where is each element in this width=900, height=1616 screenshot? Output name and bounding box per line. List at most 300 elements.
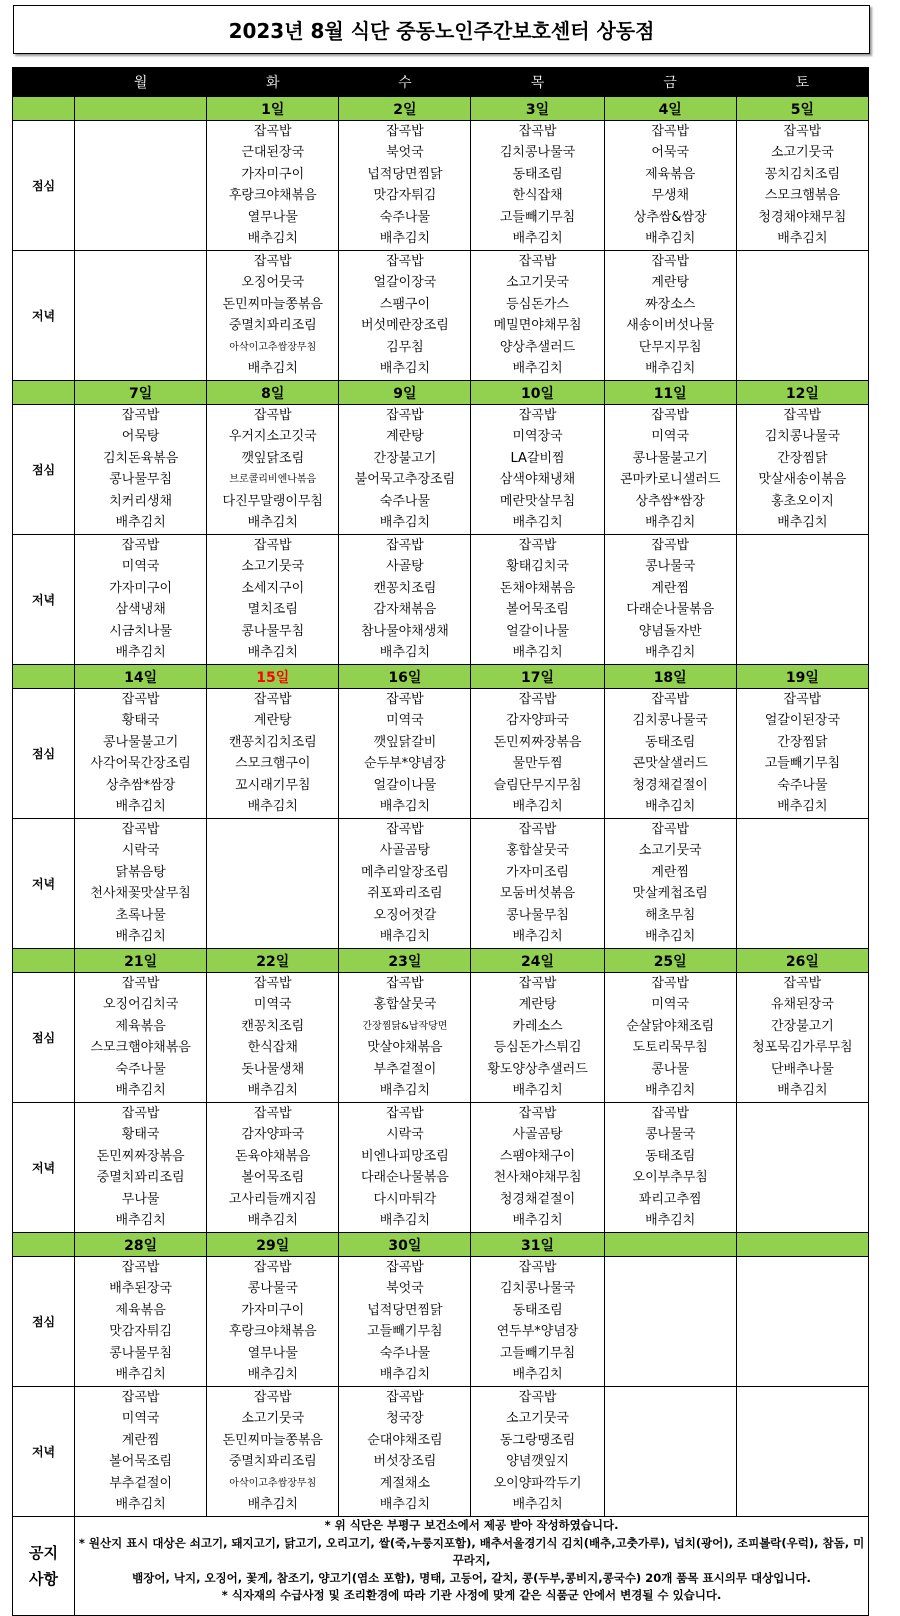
menu-item: 미역국	[386, 713, 424, 729]
header-day-thu: 목	[471, 68, 604, 97]
date-cell-mon: 7일	[75, 381, 207, 405]
menu-item: 아삭이고추쌈장무침	[229, 1477, 317, 1489]
menu-item: 맛살케첩조림	[632, 886, 708, 902]
lunch-label: 점심	[13, 689, 75, 819]
menu-item: 꽈리고추찜	[638, 1191, 702, 1207]
menu-item: 단무지무침	[638, 339, 702, 355]
menu-item: 잡곡밥	[253, 692, 292, 707]
menu-item: 도토리묵무침	[632, 1040, 708, 1056]
menu-item: 미역국	[651, 997, 690, 1013]
menu-item: 숙주나물	[777, 777, 828, 793]
menu-item: 잡곡밥	[386, 408, 424, 423]
dinner-menu-cell	[604, 1387, 736, 1517]
dinner-menu-cell	[207, 535, 339, 665]
lunch-label: 점심	[13, 1257, 75, 1387]
menu-item: 잡곡밥	[121, 692, 160, 707]
menu-item: 배추김치	[512, 1366, 563, 1382]
menu-item: 배추김치	[512, 798, 563, 814]
lunch-menu-cell	[604, 973, 736, 1103]
menu-item: 잡곡밥	[783, 124, 822, 139]
menu-item: 배추김치	[645, 1082, 696, 1098]
menu-item: 등심돈가스튀김	[493, 1040, 582, 1056]
lunch-menu-cell	[207, 405, 339, 535]
menu-item: 열무나물	[247, 1345, 298, 1361]
menu-item: 고사리들깨지짐	[228, 1191, 317, 1207]
menu-item: 배추김치	[247, 1212, 298, 1228]
dinner-menu-cell	[75, 1103, 207, 1233]
lunch-menu-cell	[736, 689, 868, 819]
menu-item: 콩나물무침	[109, 472, 173, 488]
menu-item: 가자미구이	[241, 166, 305, 182]
menu-item: 한식잡채	[512, 188, 563, 204]
menu-item: 북엇국	[386, 1281, 424, 1297]
menu-item: 잡곡밥	[518, 1390, 557, 1405]
menu-item: 배추김치	[777, 230, 828, 246]
menu-item: 청포묵김가루무침	[752, 1040, 853, 1056]
menu-item: 간장불고기	[373, 450, 437, 466]
menu-item: 계란탕	[253, 713, 292, 729]
dinner-label: 저녁	[13, 819, 75, 949]
menu-item: 배추김치	[247, 1082, 298, 1098]
menu-item: 홍합살뭇국	[373, 997, 437, 1013]
menu-item: 꽁치김치조림	[764, 166, 841, 182]
date-cell-tue: 1일	[207, 97, 339, 121]
menu-item: 숙주나물	[379, 209, 431, 225]
menu-item: 배추김치	[379, 1212, 431, 1228]
menu-item: 콩나물국	[247, 1281, 298, 1297]
menu-item: 잡곡밥	[386, 822, 424, 837]
menu-item: 잡곡밥	[783, 692, 822, 707]
menu-item: 잡곡밥	[121, 822, 160, 837]
menu-item: 얼갈이장국	[373, 275, 437, 291]
notice-line: * 식자재의 수급사정 및 조리환경에 따라 기관 사정에 맞게 같은 식품군 안에서 변경될 수 있습니다.	[221, 1588, 722, 1602]
menu-item: 잡곡밥	[518, 1260, 557, 1275]
lunch-row	[13, 973, 869, 1103]
menu-item: 배추김치	[379, 230, 431, 246]
menu-item: 잡곡밥	[121, 976, 160, 991]
date-row	[13, 665, 869, 689]
menu-item: 황태국	[121, 713, 160, 729]
menu-table	[12, 67, 869, 1616]
menu-item: 등심돈가스	[506, 296, 569, 312]
menu-item: 김치콩나물국	[499, 145, 576, 161]
date-cell-wed: 30일	[339, 1233, 471, 1257]
menu-item: 부추겉절이	[373, 1061, 437, 1077]
menu-item: 간장찜닭	[777, 734, 828, 750]
date-cell-thu: 10일	[471, 381, 604, 405]
menu-item: 미역국	[253, 997, 292, 1013]
menu-item: 청경채야채무침	[758, 209, 847, 225]
dinner-label: 저녁	[13, 535, 75, 665]
dinner-menu-cell	[75, 535, 207, 665]
dinner-menu-cell	[736, 535, 868, 665]
menu-item: 가자미조림	[506, 864, 569, 880]
menu-item: 청국장	[386, 1411, 424, 1427]
menu-item: 배추김치	[247, 514, 298, 530]
menu-item: 홍합살뭇국	[506, 843, 569, 859]
menu-item: 배추김치	[115, 644, 166, 660]
menu-item: 배추김치	[645, 360, 696, 376]
menu-item: 가자미구이	[241, 1302, 305, 1318]
lunch-row	[13, 121, 869, 251]
menu-item: 중멸치꽈리조림	[96, 1170, 185, 1186]
menu-item: 쥐포꽈리조림	[367, 886, 443, 902]
menu-item: 깻잎닭갈비	[373, 734, 437, 750]
menu-item: 계란찜	[121, 1432, 160, 1448]
menu-item: 잡곡밥	[518, 692, 557, 707]
menu-item: 잡곡밥	[518, 976, 557, 991]
menu-item: 감자양파국	[506, 713, 569, 729]
menu-item: 잡곡밥	[253, 254, 292, 269]
menu-item: 잡곡밥	[386, 976, 424, 991]
lunch-row	[13, 689, 869, 819]
menu-item: 고들빼기무침	[499, 209, 576, 225]
menu-item: 맛감자튀김	[373, 188, 437, 204]
menu-item: 배추김치	[645, 1212, 696, 1228]
menu-item: 황도양상추샐러드	[487, 1061, 588, 1077]
menu-item: 배추김치	[247, 644, 298, 660]
date-cell-wed: 2일	[339, 97, 471, 121]
menu-item: 동태조림	[512, 1302, 563, 1318]
lunch-menu-cell	[604, 121, 736, 251]
menu-item: 미역국	[121, 1411, 160, 1427]
dinner-menu-cell	[604, 535, 736, 665]
lunch-menu-cell	[471, 689, 604, 819]
menu-item: 사골탕	[386, 559, 424, 575]
menu-item: 배추김치	[512, 230, 563, 246]
menu-item: 잡곡밥	[253, 1390, 292, 1405]
menu-item: 중멸치꽈리조림	[228, 318, 317, 334]
dinner-menu-cell	[471, 535, 604, 665]
menu-item: 콩나물불고기	[632, 450, 708, 466]
menu-item: 잡곡밥	[518, 1106, 557, 1121]
dinner-row	[13, 535, 869, 665]
menu-item: 콩나물무침	[241, 623, 305, 639]
menu-item: 제육볶음	[645, 166, 696, 182]
menu-item: 열무나물	[247, 209, 298, 225]
menu-item: 간장찜닭	[777, 450, 828, 466]
menu-item: 볼어묵조림	[241, 1170, 305, 1186]
date-row-corner	[13, 1233, 75, 1257]
menu-item: 물만두찜	[512, 756, 563, 772]
header-day-sat: 토	[736, 68, 868, 97]
menu-item: 배추된장국	[109, 1281, 173, 1297]
header-corner	[13, 68, 75, 97]
date-cell-fri: 4일	[604, 97, 736, 121]
date-cell-wed: 9일	[339, 381, 471, 405]
menu-item: 돈민찌짜장볶음	[96, 1148, 185, 1164]
dinner-menu-cell	[207, 1387, 339, 1517]
menu-item: 배추김치	[115, 514, 166, 530]
menu-item: 배추김치	[645, 514, 696, 530]
dinner-menu-cell	[471, 251, 604, 381]
menu-item: 배추김치	[645, 230, 696, 246]
menu-item: 잡곡밥	[121, 1390, 160, 1405]
menu-item: 후랑크야채볶음	[228, 188, 317, 204]
menu-item: 새송이버섯나물	[626, 318, 715, 334]
lunch-menu-cell	[207, 1257, 339, 1387]
menu-item: 계란찜	[651, 580, 690, 596]
lunch-menu-cell	[736, 973, 868, 1103]
menu-item: 다래순나물볶음	[626, 602, 715, 618]
lunch-menu-cell	[471, 121, 604, 251]
menu-item: 부추겉절이	[109, 1475, 173, 1491]
dinner-menu-cell	[207, 819, 339, 949]
menu-item: 잡곡밥	[386, 692, 424, 707]
menu-item: 소고기뭇국	[241, 1411, 305, 1427]
lunch-menu-cell	[736, 121, 868, 251]
menu-item: 유채된장국	[770, 997, 834, 1013]
menu-item: 소고기뭇국	[506, 275, 569, 291]
date-cell-thu: 24일	[471, 949, 604, 973]
menu-item: 오징어김치국	[102, 997, 179, 1013]
menu-item: 잡곡밥	[783, 408, 822, 423]
menu-item: 어묵국	[651, 145, 690, 161]
lunch-menu-cell	[207, 689, 339, 819]
menu-item: 캔꽁치김치조림	[228, 734, 317, 750]
title-text: 2023년 8월 식단 중동노인주간보호센터 상동점	[228, 19, 655, 43]
lunch-menu-cell	[736, 1257, 868, 1387]
menu-item: 배추김치	[379, 928, 431, 944]
menu-item: 동태조림	[645, 1148, 696, 1164]
menu-item: 배추김치	[645, 928, 696, 944]
dinner-menu-cell	[75, 251, 207, 381]
dinner-menu-cell	[75, 819, 207, 949]
menu-item: 잡곡밥	[386, 538, 424, 553]
menu-item: 깻잎닭조림	[241, 450, 305, 466]
date-cell-mon	[75, 97, 207, 121]
dinner-row	[13, 251, 869, 381]
menu-item: 배추김치	[379, 1082, 431, 1098]
dinner-menu-cell	[75, 1387, 207, 1517]
menu-item: 고들빼기무침	[367, 1324, 443, 1340]
dinner-menu-cell	[736, 251, 868, 381]
date-cell-tue: 8일	[207, 381, 339, 405]
date-cell-mon: 28일	[75, 1233, 207, 1257]
lunch-menu-cell	[75, 973, 207, 1103]
date-cell-thu: 3일	[471, 97, 604, 121]
menu-item: 계란탕	[651, 275, 690, 291]
menu-item: 숙주나물	[379, 493, 431, 509]
menu-item: 미역국	[651, 429, 690, 445]
date-row	[13, 381, 869, 405]
menu-item: 오징어젓갈	[373, 907, 437, 923]
menu-item: 배추김치	[247, 1366, 298, 1382]
dinner-label: 저녁	[13, 251, 75, 381]
menu-item: 잡곡밥	[651, 538, 690, 553]
date-row-corner	[13, 949, 75, 973]
menu-item: 잡곡밥	[121, 538, 160, 553]
date-row	[13, 949, 869, 973]
dinner-row	[13, 819, 869, 949]
menu-item: 시금치나물	[109, 623, 173, 639]
menu-item: 해초무침	[645, 907, 696, 923]
menu-item: 캔꽁치조림	[241, 1018, 305, 1034]
menu-item: 배추김치	[777, 798, 828, 814]
lunch-row	[13, 1257, 869, 1387]
menu-item: 숙주나물	[115, 1061, 166, 1077]
menu-item: 메밀면야채무침	[493, 318, 582, 334]
lunch-menu-cell	[604, 405, 736, 535]
lunch-menu-cell	[339, 121, 471, 251]
lunch-menu-cell	[604, 689, 736, 819]
menu-item: 넙적당면찜닭	[367, 166, 443, 182]
notice-line: * 위 식단은 부평구 보건소에서 제공 받아 작성하였습니다.	[324, 1518, 619, 1532]
menu-item: 돈민찌마늘쫑볶음	[222, 296, 323, 312]
date-row-corner	[13, 665, 75, 689]
dinner-menu-cell	[207, 251, 339, 381]
menu-item: 천사채꽃맛살무침	[90, 886, 191, 902]
menu-item: 삼색냉채	[115, 602, 166, 618]
menu-item: 동태조림	[512, 166, 563, 182]
menu-item: 배추김치	[115, 1366, 166, 1382]
menu-item: 잡곡밥	[386, 1260, 424, 1275]
date-cell-sat: 5일	[736, 97, 868, 121]
lunch-menu-cell	[339, 689, 471, 819]
menu-item: 양념깻잎지	[506, 1454, 569, 1470]
menu-item: 청경채겉절이	[632, 777, 708, 793]
menu-item: 배추김치	[247, 230, 298, 246]
lunch-menu-cell	[339, 1257, 471, 1387]
menu-item: 순대야채조림	[367, 1432, 443, 1448]
menu-item: 콩나물국	[645, 559, 696, 575]
menu-item: 배추김치	[777, 514, 828, 530]
menu-item: 스팸구이	[379, 296, 431, 312]
dinner-menu-cell	[339, 1387, 471, 1517]
date-cell-sat	[736, 1233, 868, 1257]
menu-item: LA갈비찜	[510, 450, 565, 466]
menu-item: 간장불고기	[770, 1018, 834, 1034]
menu-item: 얼갈이나물	[373, 777, 437, 793]
menu-item: 맛살야채볶음	[367, 1040, 443, 1056]
menu-item: 무생채	[651, 188, 690, 204]
menu-item: 한식잡채	[247, 1040, 298, 1056]
date-cell-tue: 15일	[207, 665, 339, 689]
dinner-menu-cell	[339, 251, 471, 381]
menu-item: 불어묵고추장조림	[354, 472, 456, 488]
menu-item: 순두부*양념장	[363, 756, 446, 772]
menu-item: 비엔나피망조림	[360, 1148, 449, 1164]
lunch-menu-cell	[207, 973, 339, 1103]
menu-item: 얼갈이나물	[506, 623, 569, 639]
menu-item: 배추김치	[379, 1496, 431, 1512]
lunch-menu-cell	[207, 121, 339, 251]
menu-item: 제육볶음	[115, 1018, 166, 1034]
menu-item: 황태국	[121, 1127, 160, 1143]
menu-item: 스팸야채구이	[499, 1148, 576, 1164]
menu-item: 다진무말랭이무침	[222, 493, 323, 509]
menu-item: 닭볶음탕	[115, 864, 166, 880]
menu-item: 계란탕	[518, 997, 557, 1013]
menu-item: 맛감자튀김	[109, 1324, 173, 1340]
menu-item: 잡곡밥	[253, 1260, 292, 1275]
menu-item: 배추김치	[379, 1366, 431, 1382]
menu-item: 콩나물무침	[506, 907, 569, 923]
menu-item: 계절채소	[379, 1475, 431, 1491]
dinner-menu-cell	[736, 1387, 868, 1517]
lunch-menu-cell	[75, 1257, 207, 1387]
menu-item: 잡곡밥	[121, 408, 160, 423]
menu-item: 배추김치	[247, 360, 298, 376]
menu-item: 버섯메란장조림	[360, 318, 449, 334]
dinner-menu-cell	[736, 1103, 868, 1233]
menu-item: 돈채야채볶음	[499, 580, 576, 596]
menu-item: 배추김치	[645, 798, 696, 814]
dinner-menu-cell	[604, 1103, 736, 1233]
menu-item: 사각어묵간장조림	[90, 756, 191, 772]
menu-item: 캔꽁치조림	[373, 580, 437, 596]
menu-item: 배추김치	[115, 1082, 166, 1098]
menu-item: 감자채볶음	[373, 602, 437, 618]
menu-item: 김치돈육볶음	[102, 450, 179, 466]
menu-item: 배추김치	[512, 644, 563, 660]
dinner-label: 저녁	[13, 1387, 75, 1517]
menu-item: 배추김치	[115, 1496, 166, 1512]
date-cell-mon: 14일	[75, 665, 207, 689]
menu-item: 콘맛살샐러드	[632, 756, 708, 772]
menu-item: 홍초오이지	[770, 493, 834, 509]
menu-item: 양념돌자반	[638, 623, 702, 639]
menu-item: 중멸치꽈리조림	[228, 1454, 317, 1470]
menu-item: 소세지구이	[241, 580, 305, 596]
date-cell-sat: 19일	[736, 665, 868, 689]
menu-item: 잡곡밥	[386, 254, 424, 269]
dinner-menu-cell	[604, 819, 736, 949]
menu-item: 다시마튀각	[373, 1191, 437, 1207]
menu-item: 계란찜	[651, 864, 690, 880]
menu-item: 치커리생채	[109, 493, 173, 509]
menu-item: 참나물야채생채	[360, 623, 449, 639]
menu-item: 잡곡밥	[121, 1106, 160, 1121]
date-cell-fri: 18일	[604, 665, 736, 689]
header-day-fri: 금	[604, 68, 736, 97]
menu-item: 오징어뭇국	[241, 275, 305, 291]
menu-item: 잡곡밥	[253, 124, 292, 139]
menu-item: 동태조림	[645, 734, 696, 750]
lunch-menu-cell	[75, 689, 207, 819]
menu-item: 잡곡밥	[386, 1106, 424, 1121]
menu-item: 다래순나물볶음	[360, 1170, 449, 1186]
menu-item: 카레소스	[512, 1018, 563, 1034]
menu-item: 시락국	[121, 843, 160, 859]
menu-item: 멸치조림	[247, 602, 298, 618]
menu-item: 시락국	[386, 1127, 424, 1143]
menu-item: 잡곡밥	[518, 124, 557, 139]
date-row	[13, 97, 869, 121]
menu-item: 버섯장조림	[373, 1454, 437, 1470]
menu-item: 단배추나물	[770, 1061, 834, 1077]
header-day-mon: 월	[75, 68, 207, 97]
menu-item: 잡곡밥	[386, 1390, 424, 1405]
menu-item: 고들빼기무침	[764, 756, 841, 772]
menu-item: 잡곡밥	[651, 408, 690, 423]
date-cell-fri	[604, 1233, 736, 1257]
dinner-menu-cell	[736, 819, 868, 949]
lunch-label: 점심	[13, 405, 75, 535]
menu-item: 아삭이고추쌈장무침	[229, 341, 317, 353]
dinner-label: 저녁	[13, 1103, 75, 1233]
menu-item: 초록나물	[115, 907, 166, 923]
lunch-menu-cell	[736, 405, 868, 535]
dinner-row	[13, 1103, 869, 1233]
menu-item: 숙주나물	[379, 1345, 431, 1361]
menu-item: 잡곡밥	[651, 822, 690, 837]
date-cell-tue: 22일	[207, 949, 339, 973]
menu-item: 계란탕	[386, 429, 424, 445]
menu-item: 배추김치	[115, 1212, 166, 1228]
date-cell-wed: 23일	[339, 949, 471, 973]
menu-item: 스모크햄볶음	[764, 188, 841, 204]
